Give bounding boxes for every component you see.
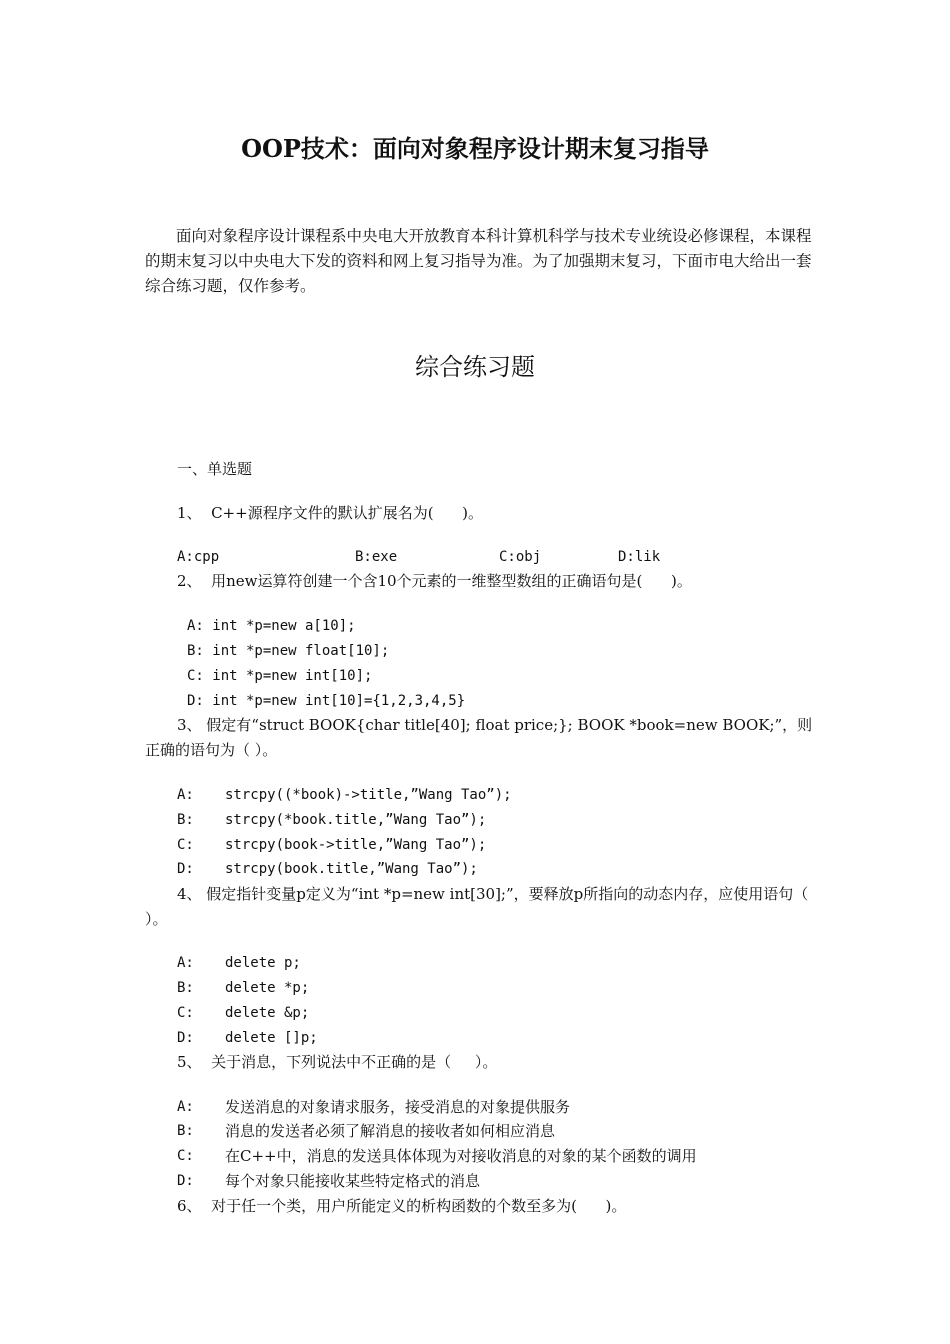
- question-5-option-b-label: B:: [177, 1123, 194, 1139]
- question-3-stem-block: [145, 713, 817, 763]
- question-3-option-a-label: A:: [177, 787, 194, 803]
- question-3-option-d-label: D:: [177, 861, 194, 877]
- question-1-option-a: A:cpp: [177, 549, 220, 565]
- question-2-option-a: A: int *p=new a[10];: [187, 618, 356, 634]
- question-3-stem: 3、 假定有“struct BOOK{char title[40]; float price;}; BOOK *book=new BOOK;”，则正确的语句为（ ）。: [145, 716, 813, 759]
- question-4-option-b: delete *p;: [225, 980, 310, 996]
- question-5-option-c-label: C:: [177, 1148, 194, 1164]
- intro-paragraph: [145, 224, 817, 299]
- intro-text: 面向对象程序设计课程系中央电大开放教育本科计算机科学与技术专业统设必修课程，本课程的期末复习以中央电大下发的资料和网上复习指导为准。为了加强期末复习，下面市电大给出一套综合练习题，仅作参考。: [145, 227, 812, 295]
- question-4-option-d-label: D:: [177, 1030, 194, 1046]
- question-4-option-b-label: B:: [177, 980, 194, 996]
- question-1-option-d: D:lik: [618, 549, 661, 565]
- question-2-stem: 2、 用new运算符创建一个含10个元素的一维整型数组的正确语句是( )。: [177, 572, 692, 590]
- question-5-option-d: 每个对象只能接收某些特定格式的消息: [225, 1172, 481, 1190]
- question-5-option-a-label: A:: [177, 1099, 194, 1115]
- question-4-option-c-label: C:: [177, 1005, 194, 1021]
- question-5-stem: 5、 关于消息，下列说法中不正确的是（ ）。: [177, 1053, 498, 1071]
- question-3-option-c: strcpy(book->title,”Wang Tao”);: [225, 837, 487, 853]
- question-5-option-a: 发送消息的对象请求服务，接受消息的对象提供服务: [225, 1098, 571, 1116]
- question-4-option-d: delete []p;: [225, 1030, 318, 1046]
- question-3-option-c-label: C:: [177, 837, 194, 853]
- section-title: 综合练习题: [415, 353, 535, 381]
- question-4-stem: 4、 假定指针变量p定义为“int *p=new int[30];”，要释放p所指向的动态内存，应使用语句（ ）。: [145, 885, 809, 928]
- question-4-option-c: delete &p;: [225, 1005, 310, 1021]
- question-3-option-b-label: B:: [177, 812, 194, 828]
- question-6-stem: 6、 对于任一个类，用户所能定义的析构函数的个数至多为( )。: [177, 1197, 627, 1215]
- question-3-option-d: strcpy(book.title,”Wang Tao”);: [225, 861, 478, 877]
- question-2-option-b: B: int *p=new float[10];: [187, 643, 390, 659]
- question-1-option-b: B:exe: [355, 549, 398, 565]
- question-2-option-c: C: int *p=new int[10];: [187, 668, 373, 684]
- question-4-option-a-label: A:: [177, 955, 194, 971]
- question-5-option-c: 在C++中，消息的发送具体体现为对接收消息的对象的某个函数的调用: [225, 1147, 697, 1165]
- question-5-option-d-label: D:: [177, 1173, 194, 1189]
- question-1-option-c: C:obj: [499, 549, 542, 565]
- question-4-option-a: delete p;: [225, 955, 301, 971]
- document-title: OOP技术：面向对象程序设计期末复习指导: [241, 134, 709, 163]
- question-2-option-d: D: int *p=new int[10]={1,2,3,4,5}: [187, 693, 466, 709]
- question-3-option-a: strcpy((*book)->title,”Wang Tao”);: [225, 787, 512, 803]
- question-1-stem: 1、 C++源程序文件的默认扩展名为( )。: [177, 504, 484, 522]
- question-3-option-b: strcpy(*book.title,”Wang Tao”);: [225, 812, 487, 828]
- question-5-option-b: 消息的发送者必须了解消息的接收者如何相应消息: [225, 1122, 556, 1140]
- question-4-stem-block: [145, 882, 817, 932]
- section-heading: 一、单选题: [177, 460, 253, 478]
